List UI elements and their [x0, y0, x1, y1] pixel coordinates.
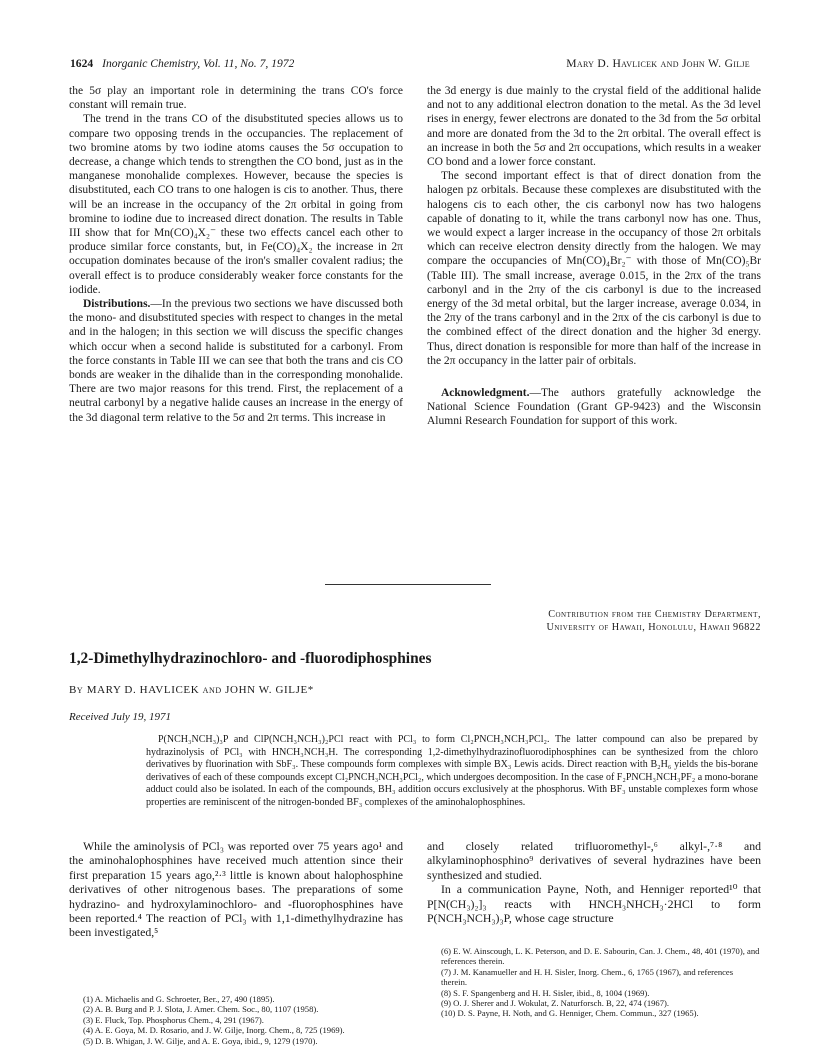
distributions-text: —In the previous two sections we have discussed both the mono- and disubstituted species with respect to changes in the metal and in the halogen; in this section we will discuss the specific changes which occur when a second halide is substituted for a carbonyl. From the force constants in Table III we can see that both the trans and cis CO bonds are weaker in the dihalide than in the corresponding monohalide. There are two major reasons for this trend. First, the replacement of a neutral carbonyl by a negative halide causes an increase in the energy of the 3d diagonal term relative to the 5σ and 2π terms. This increase in: [69, 298, 403, 424]
byline-and: and: [202, 684, 222, 696]
paragraph: The trend in the trans CO of the disubstituted species allows us to compare two opposing trends in the occupancies. The replacement of two bromine atoms by two iodine atoms causes the 5σ occupation to decrease, a change which tends to strengthen the CO bond, just as in the manganese monohalide complexes. However, because the species is disubstituted, each CO trans to one halogen is cis to another. Thus, there will be an increase in the occupancy of the 2π orbital in going from bromine to iodine due to increased direct donation. The results in Table III show that for Mn(CO)₄X₂⁻ these two effects cancel each other to produce similar force constants, but, in Fe(CO)₄X₂ the increase in 2π occupation dominates because of the iron's smaller covalent radius; the overall effect is to produce considerably weaker force constants for the iodide.: [69, 113, 403, 296]
paragraph: The second important effect is that of direct donation from the halogen pz orbitals. Because these complexes are disubstituted with the halogens cis to each other, the cis carbonyl now has two halogens capable of donating to it, while the trans carbonyl now has one. Thus, we would expect a larger increase in the occupancy of those 2π orbitals which can receive electron density directly from the halogen. We may compare the occupancies of Mn(CO)₄Br₂⁻ with those of Mn(CO)₅Br (Table III). The small increase, average 0.015, in the 2πx of the trans carbonyl and in the 2πy of the cis carbonyl is due to the increased energy of the 3d metal orbital, but the larger increase, average 0.034, in the 2πy of the trans carbonyl and in the 2πx of the cis carbonyl is due to the combined effect of the direct donation and the higher 3d energy. Thus, direct donation is responsible for more than half of the increase in the 2π occupancy in the latter pair of orbitals.: [427, 170, 761, 367]
page-number: 1624: [70, 57, 94, 70]
acknowledgment-paragraph: [427, 386, 761, 429]
abstract: [146, 734, 758, 809]
reference: (2) A. B. Burg and P. J. Slota, J. Amer. Chem. Soc., 80, 1107 (1958).: [83, 1004, 319, 1015]
reference: (3) E. Fluck, Top. Phosphorus Chem., 4, 291 (1967).: [83, 1014, 264, 1025]
right-column-body: [427, 839, 761, 925]
reference: (8) S. F. Spangenberg and H. H. Sisler, ibid., 8, 1004 (1969).: [441, 987, 650, 998]
reference: (5) D. B. Whigan, J. W. Gilje, and A. E. Goya, ibid., 9, 1279 (1970).: [83, 1035, 318, 1046]
paragraph: and closely related trifluoromethyl-,⁶ alkyl-,⁷·⁸ and alkylaminophosphino⁹ derivatives of several hydrazines have been synthesized and studied.: [427, 839, 761, 882]
running-head-left: [70, 57, 294, 70]
contribution-line-2: University of Hawaii, Honolulu, Hawaii 96822: [546, 622, 761, 633]
article-divider: [325, 584, 491, 585]
reference: (7) J. M. Kanamueller and H. H. Sisler, Inorg. Chem., 6, 1765 (1967), and references therein.: [441, 966, 734, 988]
references-right: [427, 946, 761, 1019]
reference: (4) A. E. Goya, M. D. Rosario, and J. W. Gilje, Inorg. Chem., 8, 725 (1969).: [83, 1025, 345, 1036]
acknowledgment-text: —The authors gratefully acknowledge the National Science Foundation (Grant GP-9423) and the Wisconsin Alumni Research Foundation for support of this work.: [427, 387, 761, 428]
running-head: [70, 57, 750, 73]
byline: [69, 684, 314, 696]
running-head-authors: Mary D. Havlicek and John W. Gilje: [566, 57, 750, 70]
reference: (1) A. Michaelis and G. Schroeter, Ber., 27, 490 (1895).: [83, 994, 275, 1004]
section-heading-distributions: Distributions.: [83, 298, 151, 311]
received-date: Received July 19, 1971: [69, 711, 172, 723]
paragraph: the 5σ play an important role in determining the trans CO's force constant will remain true.: [69, 85, 403, 112]
byline-by: By: [69, 684, 84, 696]
journal-citation: Inorganic Chemistry, Vol. 11, No. 7, 1972: [102, 57, 295, 70]
distributions-paragraph: [69, 297, 403, 425]
abstract-text: P(NCH₃NCH₃)₃P and ClP(NCH₃NCH₃)₂PCl react with PCl₃ to form Cl₂PNCH₃NCH₃PCl₂. The latter compound can also be prepared by hydrazinolysis of PCl₃ with HNCH₃NCH₃H. The corresponding 1,2-dimethylhydrazinofluorodiphosphines can be synthesized from the chloro derivatives by fluorination with SbF₃. These compounds form complexes with simple BX₃ Lewis acids. Direct reaction with B₂H₆ yields the bis-borane derivatives of each of these compounds except Cl₂PNCH₃NCH₃PCl₂, which undergoes decomposition. In the case of F₂PNCH₃NCH₃PF₂ a mono-borane adduct could also be isolated. In each of the compounds, BH₃ addition occurs exclusively at the phosphorus. With BF₃ unstable complexes form whose properties are reminiscent of the nitrogen-bonded BF₃ complexes of the aminohalophosphines.: [146, 734, 758, 808]
reference: (9) O. J. Sherer and J. Wokulat, Z. Naturforsch. B, 22, 474 (1967).: [441, 998, 670, 1009]
paragraph: In a communication Payne, Noth, and Henniger reported¹⁰ that P[N(CH₃)₂]₃ reacts with HNCH₃NHCH₃·2HCl to form P(NCH₃NCH₃)₃P, whose cage structure: [427, 882, 761, 926]
contribution-line-1: Contribution from the Chemistry Department,: [548, 609, 761, 620]
article-title: 1,2-Dimethylhydrazinochloro- and -fluorodiphosphines: [69, 650, 432, 667]
reference: (10) D. S. Payne, H. Noth, and G. Henniger, Chem. Commun., 327 (1965).: [441, 1008, 699, 1019]
paragraph: While the aminolysis of PCl₃ was reported over 75 years ago¹ and the aminohalophosphines have received much attention since their first preparation 15 years ago,²·³ little is known about halophosphine derivatives of other nitrogenous bases. The preparations of some hydrazino- and hydroxylaminochloro- and -fluorophosphines have been reported.⁴ The reaction of PCl₃ with 1,1-dimethylhydrazine has been investigated,⁵: [69, 839, 403, 940]
references-left: [69, 994, 403, 1046]
reference: (6) E. W. Ainscough, L. K. Peterson, and D. E. Sabourin, Can. J. Chem., 48, 401 (1970), and references therein.: [441, 946, 760, 967]
contribution-note: [361, 608, 761, 634]
right-column-top: [427, 84, 761, 429]
paragraph: the 3d energy is due mainly to the crystal field of the additional halide and not to any additional electron donation to the metal. As the 3d level rises in energy, fewer electrons are donated to the 3d from the 5σ orbital and more are donated from the 3d to the 2π orbital. The overall effect is an increase in both the 5σ and 2π occupations, which results in a weaker CO bond and a lower force constant.: [427, 85, 761, 169]
author-1: MARY D. HAVLICEK: [86, 684, 200, 696]
acknowledgment-heading: Acknowledgment.: [441, 387, 530, 400]
left-column-body: [69, 839, 403, 940]
author-2: JOHN W. GILJE*: [225, 684, 314, 696]
left-column-top: [69, 84, 403, 425]
